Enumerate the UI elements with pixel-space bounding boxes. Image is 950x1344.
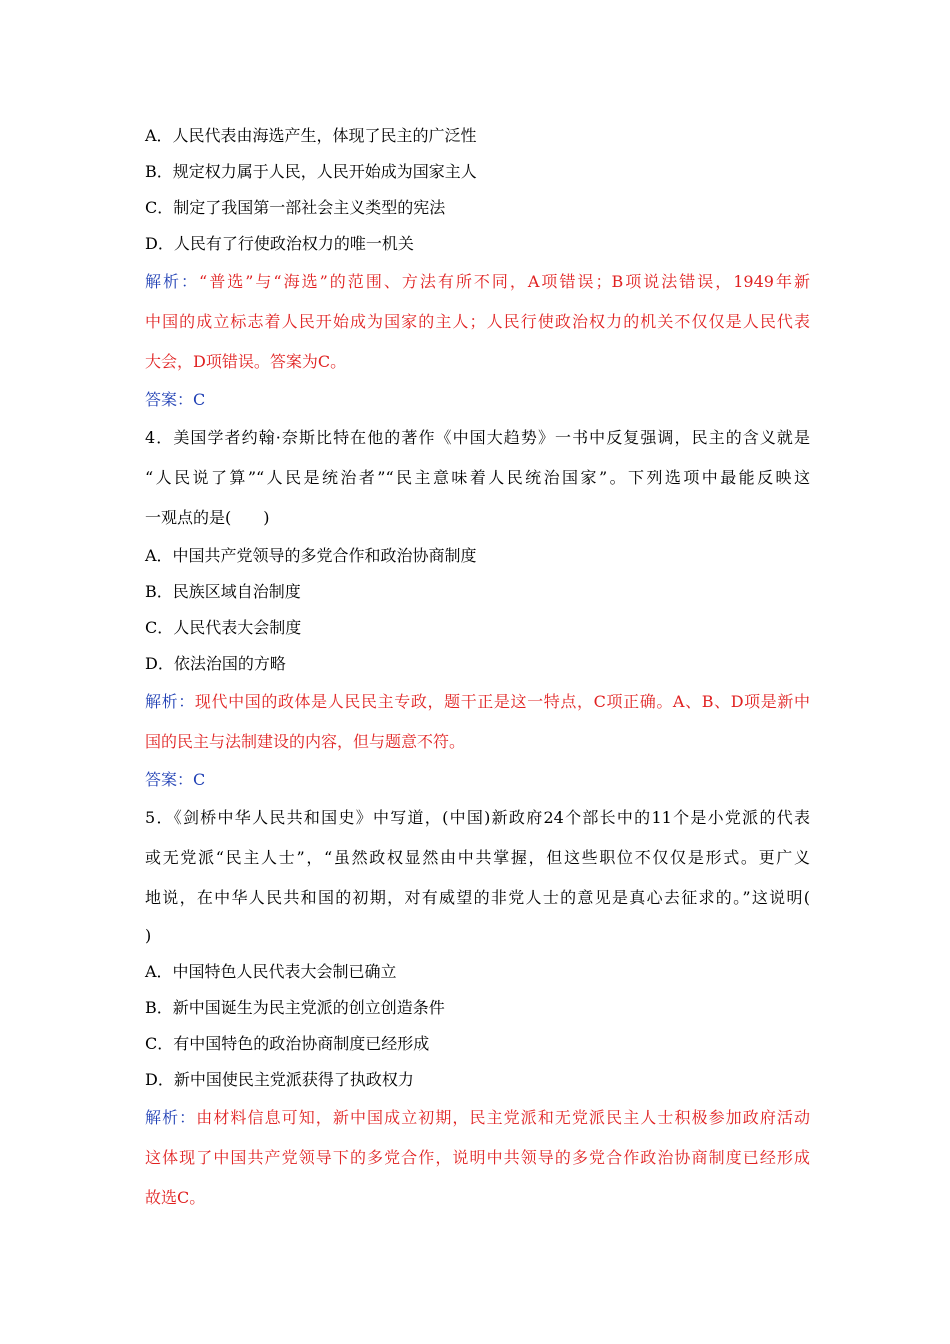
- document-page: [145, 118, 810, 1218]
- q4-analysis-label: 解析：: [145, 692, 195, 711]
- q4-stem-line-3: 一观点的是( ): [145, 508, 270, 527]
- q5-analysis-line-1: [145, 1098, 810, 1138]
- q4-analysis-line-1: [145, 682, 810, 722]
- q4-option-d: D．依法治国的方略: [145, 654, 286, 673]
- q4-stem-line-1: 4．美国学者约翰·奈斯比特在他的著作《中国大趋势》一书中反复强调，民主的含义就是: [145, 428, 810, 447]
- q4-option-b: B．民族区域自治制度: [145, 582, 301, 601]
- q4-option-c: C．人民代表大会制度: [145, 618, 302, 637]
- q4-stem-line-2: “人民说了算”“人民是统治者”“民主意味着人民统治国家”。下列选项中最能反映这: [145, 468, 810, 487]
- q3-option-d: D．人民有了行使政治权力的唯一机关: [145, 234, 414, 253]
- q4-answer-value: C: [193, 770, 206, 789]
- q5-option-d: D．新中国使民主党派获得了执政权力: [145, 1070, 414, 1089]
- q4-answer-label: 答案：: [145, 770, 194, 789]
- q5-stem-line-2: 或无党派“民主人士”，“虽然政权显然由中共掌握，但这些职位不仅仅是形式。更广义: [145, 848, 810, 867]
- q5-stem-line-1: 5．《剑桥中华人民共和国史》中写道，(中国)新政府24个部长中的11个是小党派的代表: [145, 808, 810, 827]
- q5-option-b: B．新中国诞生为民主党派的创立创造条件: [145, 998, 445, 1017]
- q3-answer-value: C: [193, 390, 206, 409]
- q5-stem-line-3: 地说，在中华人民共和国的初期，对有威望的非党人士的意见是真心去征求的。”这说明(: [145, 888, 810, 907]
- q5-option-c: C．有中国特色的政治协商制度已经形成: [145, 1034, 430, 1053]
- q5-option-a: A．中国特色人民代表大会制已确立: [145, 962, 397, 981]
- q3-answer: [145, 382, 810, 418]
- q3-analysis-line-1: [145, 262, 810, 302]
- q5-analysis-line-3: 故选C。: [145, 1188, 206, 1207]
- q3-analysis-line-3: 大会，D项错误。答案为C。: [145, 352, 347, 371]
- q3-option-b: B．规定权力属于人民，人民开始成为国家主人: [145, 162, 477, 181]
- q3-analysis-text: “普选”与“海选”的范围、方法有所不同，A项错误；B项说法错误，1949年新: [199, 272, 810, 291]
- q3-analysis-line-2: 中国的成立标志着人民开始成为国家的主人；人民行使政治权力的机关不仅仅是人民代表: [145, 312, 810, 331]
- q3-analysis-label: 解析：: [145, 272, 200, 291]
- q5-stem-line-4: ): [145, 926, 152, 945]
- q4-answer: [145, 762, 810, 798]
- q5-analysis-label: 解析：: [145, 1108, 197, 1127]
- q4-analysis-line-2: 国的民主与法制建设的内容，但与题意不符。: [145, 732, 466, 751]
- q4-option-a: A．中国共产党领导的多党合作和政治协商制度: [145, 546, 477, 565]
- q3-option-a: A．人民代表由海选产生，体现了民主的广泛性: [145, 126, 477, 145]
- q5-analysis-text: 由材料信息可知，新中国成立初期，民主党派和无党派民主人士积极参加政府活动: [196, 1108, 810, 1127]
- q5-analysis-line-2: 这体现了中国共产党领导下的多党合作，说明中共领导的多党合作政治协商制度已经形成: [145, 1148, 810, 1167]
- q3-option-c: C．制定了我国第一部社会主义类型的宪法: [145, 198, 446, 217]
- q3-answer-label: 答案：: [145, 390, 194, 409]
- q4-analysis-text: 现代中国的政体是人民民主专政，题干正是这一特点，C项正确。A、B、D项是新中: [194, 692, 810, 711]
